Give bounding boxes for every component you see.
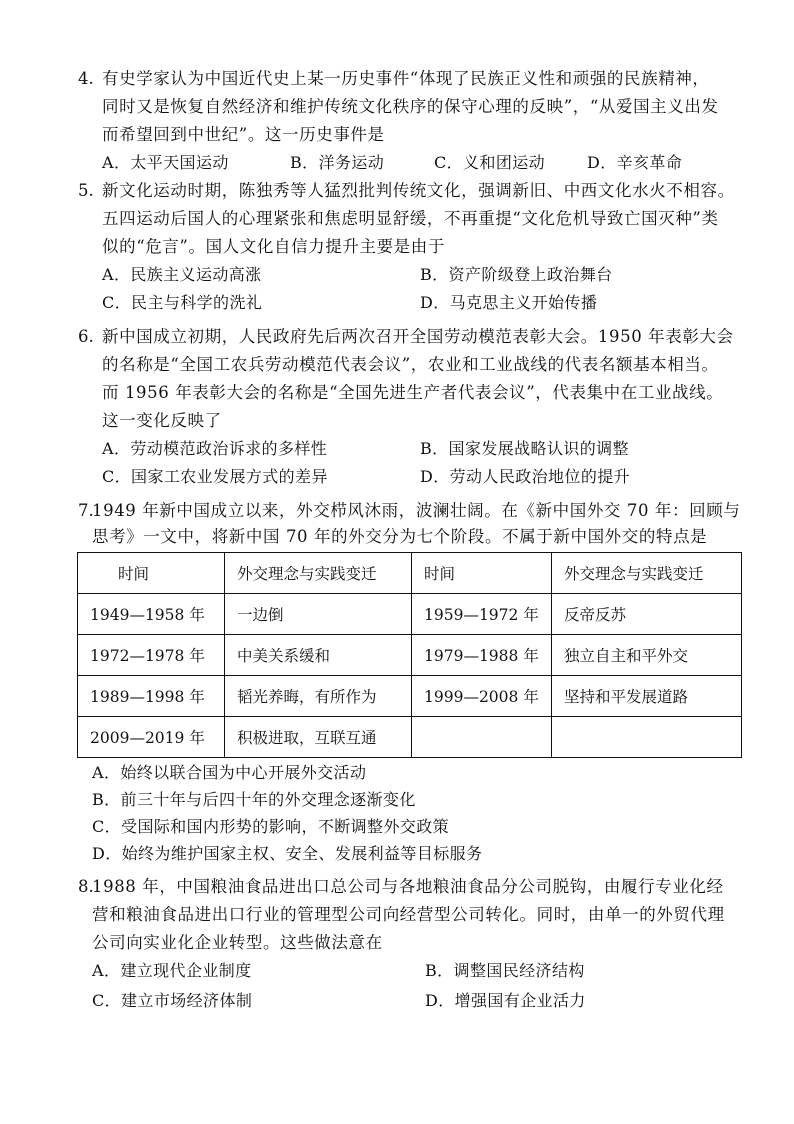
question-6-line-4: 这一变化反映了 xyxy=(102,411,222,430)
question-8-option-a[interactable]: A．建立现代企业制度 xyxy=(92,961,252,980)
table-cell xyxy=(552,717,742,758)
question-5-option-b[interactable]: B．资产阶级登上政治舞台 xyxy=(420,265,613,284)
question-4-option-b[interactable]: B．洋务运动 xyxy=(290,153,385,172)
table-row xyxy=(78,717,742,758)
question-4-line-2: 同时又是恢复自然经济和维护传统文化秩序的保守心理的反映”，“从爱国主义出发 xyxy=(102,97,719,116)
table-header-cell: 外交理念与实践变迁 xyxy=(552,553,742,594)
table-header-cell: 时间 xyxy=(78,553,225,594)
question-7-line-1: 1949 年新中国成立以来，外交栉风沐雨，波澜壮阔。在《新中国外交 70 年：回顾与 xyxy=(92,501,741,520)
question-8-line-3: 公司向实业化企业转型。这些做法意在 xyxy=(92,933,383,952)
question-4-line-3: 而希望回到中世纪”。这一历史事件是 xyxy=(102,125,385,144)
question-4-line-1: 有史学家认为中国近代史上某一历史事件“体现了民族正义性和顽强的民族精神， xyxy=(102,69,710,88)
question-8-line-2: 营和粮油食品进出口行业的管理型公司向经营型公司转化。同时，由单一的外贸代理 xyxy=(92,905,725,924)
question-8-line-1: 1988 年，中国粮油食品进出口总公司与各地粮油食品分公司脱钩，由履行专业化经 xyxy=(92,877,724,896)
question-6-option-c[interactable]: C．国家工农业发展方式的差异 xyxy=(102,467,328,486)
question-5-option-c[interactable]: C．民主与科学的洗礼 xyxy=(102,293,263,312)
question-7-line-2: 思考》一文中，将新中国 70 年的外交分为七个阶段。不属于新中国外交的特点是 xyxy=(92,527,708,546)
table-row xyxy=(78,594,742,635)
question-7-option-a[interactable]: A．始终以联合国为中心开展外交活动 xyxy=(92,763,367,782)
question-6-line-1: 新中国成立初期，人民政府先后两次召开全国劳动模范表彰大会。1950 年表彰大会 xyxy=(102,327,734,346)
table-cell: 1999—2008 年 xyxy=(412,676,552,717)
question-5-option-d[interactable]: D．马克思主义开始传播 xyxy=(420,293,598,312)
table-row xyxy=(78,676,742,717)
question-6-option-a[interactable]: A．劳动模范政治诉求的多样性 xyxy=(102,439,328,458)
question-5-line-1: 新文化运动时期，陈独秀等人猛烈批判传统文化，强调新旧、中西文化水火不相容。 xyxy=(102,181,735,200)
question-7-number: 7. xyxy=(78,501,94,520)
table-header-cell: 外交理念与实践变迁 xyxy=(225,553,412,594)
question-4-option-d[interactable]: D．辛亥革命 xyxy=(587,153,683,172)
question-6-line-2: 的名称是“全国工农兵劳动模范代表会议”，农业和工业战线的代表名额基本相当。 xyxy=(102,355,719,374)
table-cell: 韬光养晦，有所作为 xyxy=(225,676,412,717)
question-6-option-b[interactable]: B．国家发展战略认识的调整 xyxy=(420,439,629,458)
table-header-cell: 时间 xyxy=(412,553,552,594)
question-7-option-c[interactable]: C．受国际和国内形势的影响，不断调整外交政策 xyxy=(92,817,450,836)
table-cell: 1972—1978 年 xyxy=(78,635,225,676)
question-4-option-a[interactable]: A．太平天国运动 xyxy=(102,153,229,172)
table-cell: 1959—1972 年 xyxy=(412,594,552,635)
table-cell: 一边倒 xyxy=(225,594,412,635)
question-5-number: 5. xyxy=(78,181,94,200)
table-cell: 1949—1958 年 xyxy=(78,594,225,635)
table-cell xyxy=(412,717,552,758)
table-header-row xyxy=(78,553,742,594)
table-row xyxy=(78,635,742,676)
question-8-option-c[interactable]: C．建立市场经济体制 xyxy=(92,991,253,1010)
table-cell: 坚持和平发展道路 xyxy=(552,676,742,717)
table-cell: 独立自主和平外交 xyxy=(552,635,742,676)
question-8-option-d[interactable]: D．增强国有企业活力 xyxy=(425,991,586,1010)
table-cell: 反帝反苏 xyxy=(552,594,742,635)
question-7-option-b[interactable]: B．前三十年与后四十年的外交理念逐渐变化 xyxy=(92,790,416,809)
question-4-option-c[interactable]: C．义和团运动 xyxy=(434,153,546,172)
table-cell: 1979—1988 年 xyxy=(412,635,552,676)
question-8-number: 8. xyxy=(78,877,94,896)
question-5-line-3: 似的“危言”。国人文化自信力提升主要是由于 xyxy=(102,237,445,256)
table-cell: 1989—1998 年 xyxy=(78,676,225,717)
question-5-line-2: 五四运动后国人的心理紧张和焦虑明显舒缓，不再重提“文化危机导致亡国灭种”类 xyxy=(102,209,719,228)
question-6-line-3: 而 1956 年表彰大会的名称是“全国先进生产者代表会议”，代表集中在工业战线。 xyxy=(102,383,724,402)
question-4-number: 4. xyxy=(78,69,94,88)
question-8-option-b[interactable]: B．调整国民经济结构 xyxy=(425,961,585,980)
question-5-option-a[interactable]: A．民族主义运动高涨 xyxy=(102,265,262,284)
diplomacy-table xyxy=(77,552,742,758)
table-cell: 中美关系缓和 xyxy=(225,635,412,676)
question-6-option-d[interactable]: D．劳动人民政治地位的提升 xyxy=(420,467,631,486)
question-7-option-d[interactable]: D．始终为维护国家主权、安全、发展利益等目标服务 xyxy=(92,844,483,863)
table-cell: 2009—2019 年 xyxy=(78,717,225,758)
question-6-number: 6. xyxy=(78,327,94,346)
table-cell: 积极进取，互联互通 xyxy=(225,717,412,758)
